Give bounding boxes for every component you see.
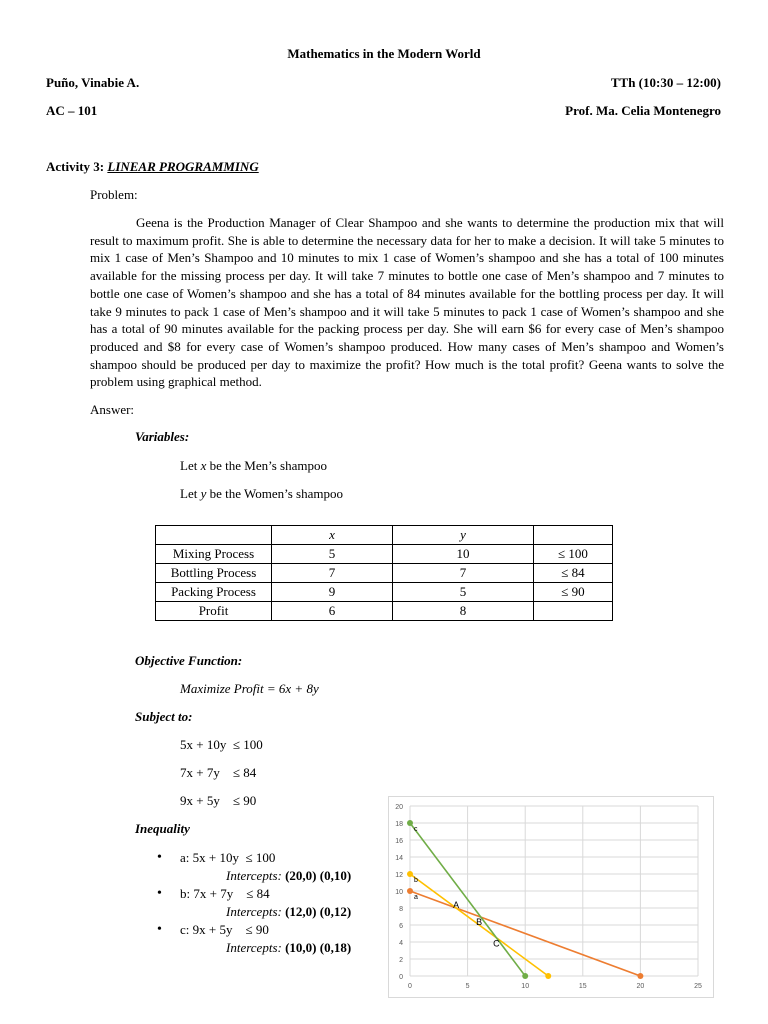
table-header-row	[156, 526, 613, 545]
table-cell	[534, 602, 613, 621]
table-cell: 6	[272, 602, 393, 621]
problem-text: Geena is the Production Manager of Clear Shampoo and she wants to determine the production mix that will result to maximum profit. She is able to determine the necessary data for her to make a decision. It will take 5 minutes to mix 1 case of Men’s Shampoo and 10 minutes to mix 1 case of Women’s shampoo and she has a total of 100 minutes available for the missing process per day. It will take 7 minutes to bottle one case of Men’s shampoo and 7 minutes to bottle one case of Women’s shampoo and she has a total of 84 minutes available for the bottling process per day. It will take 9 minutes to pack 1 case of Men’s shampoo and it will take 5 minutes to pack 1 case of Women’s shampoo and she has a total of 90 minutes available for the packing process per day. She will earn $6 for every case of Men’s shampoo produced and $8 for every case of Women’s shampoo produced. How many cases of Men’s shampoo and Women’s shampoo should be produced per day to maximize the profit? How much is the total profit? Geena wants to solve the problem using graphical method.	[90, 215, 724, 390]
variables-heading: Variables:	[135, 429, 190, 444]
intercepts-values: (10,0) (0,18)	[285, 940, 352, 955]
table-header-cell	[534, 526, 613, 545]
bullet-icon: •	[157, 886, 162, 901]
table-row	[156, 602, 613, 621]
table-cell: Mixing Process	[156, 545, 272, 564]
x-tick-label: 15	[578, 983, 587, 990]
table-cell: ≤ 90	[534, 583, 613, 602]
data-point	[407, 820, 413, 826]
intercepts-b	[226, 904, 351, 920]
table-header-cell: x	[272, 526, 393, 545]
y-tick-label: 20	[395, 804, 403, 811]
bullet-icon: •	[157, 850, 162, 865]
variable-y: y	[200, 486, 207, 501]
intercepts-values: (12,0) (0,12)	[285, 904, 352, 919]
section: AC – 101	[46, 103, 98, 118]
inequality-heading: Inequality	[135, 821, 190, 836]
series-label-c: c	[414, 826, 418, 833]
annotation-label: A	[453, 900, 460, 910]
table-cell: ≤ 84	[534, 564, 613, 583]
intercepts-a	[226, 868, 351, 884]
constraint-mixing: 5x + 10y ≤ 100	[180, 737, 263, 752]
table-cell: 9	[272, 583, 393, 602]
course-title: Mathematics in the Modern World	[287, 46, 481, 61]
x-tick-label: 5	[465, 983, 470, 990]
problem-label: Problem:	[90, 187, 138, 202]
table-row	[156, 545, 613, 564]
table-header-cell	[156, 526, 272, 545]
series-label-b: b	[414, 877, 418, 884]
constraint-packing: 9x + 5y ≤ 90	[180, 793, 257, 808]
x-tick-label: 25	[694, 983, 702, 990]
x-tick-label: 10	[521, 983, 530, 990]
constraint-graph	[388, 796, 714, 998]
inequality-b: b: 7x + 7y ≤ 84	[180, 886, 270, 901]
y-tick-label: 12	[395, 872, 403, 879]
table-cell: Bottling Process	[156, 564, 272, 583]
intercepts-label: Intercepts:	[226, 868, 282, 883]
table-cell: 5	[393, 583, 534, 602]
activity-heading	[46, 159, 259, 175]
data-point	[545, 973, 551, 979]
table-cell: ≤ 100	[534, 545, 613, 564]
table-row	[156, 564, 613, 583]
subject-to-heading: Subject to:	[135, 709, 193, 724]
intercepts-label: Intercepts:	[226, 904, 282, 919]
inequality-a: a: 5x + 10y ≤ 100	[180, 850, 276, 865]
data-point	[522, 973, 528, 979]
activity-title: LINEAR PROGRAMMING	[107, 159, 259, 174]
table-cell: 7	[393, 564, 534, 583]
constraints-table	[155, 525, 613, 621]
y-tick-label: 6	[399, 923, 403, 930]
y-tick-label: 2	[399, 957, 403, 964]
objective-heading: Objective Function:	[135, 653, 243, 668]
annotation-label: C	[493, 938, 500, 949]
variable-y-pre: Let	[180, 486, 201, 501]
variable-y-post: be the Women’s shampoo	[206, 486, 343, 501]
table-cell: 7	[272, 564, 393, 583]
objective-expression: Maximize Profit = 6x + 8y	[180, 681, 319, 696]
table-cell: 8	[393, 602, 534, 621]
y-tick-label: 14	[395, 855, 403, 862]
inequality-c: c: 9x + 5y ≤ 90	[180, 922, 269, 937]
y-tick-label: 4	[399, 940, 403, 947]
intercepts-label: Intercepts:	[226, 940, 282, 955]
table-cell: Profit	[156, 602, 272, 621]
variable-x: x	[200, 458, 207, 473]
table-header-cell: y	[393, 526, 534, 545]
x-tick-label: 20	[636, 983, 645, 990]
y-tick-label: 10	[395, 889, 403, 896]
chart-frame	[389, 797, 714, 998]
intercepts-c	[226, 940, 351, 956]
activity-prefix: Activity 3:	[46, 159, 108, 174]
table-cell: Packing Process	[156, 583, 272, 602]
intercepts-values: (20,0) (0,10)	[285, 868, 352, 883]
y-tick-label: 8	[399, 906, 403, 913]
variable-x-pre: Let	[180, 458, 201, 473]
answer-label: Answer:	[90, 402, 135, 417]
table-cell: 5	[272, 545, 393, 564]
variable-x-post: be the Men’s shampoo	[206, 458, 327, 473]
data-point	[407, 888, 413, 894]
annotation-label: B	[476, 917, 483, 927]
x-tick-label: 0	[408, 983, 412, 990]
y-tick-label: 16	[395, 838, 403, 845]
class-schedule: TTh (10:30 – 12:00)	[610, 75, 721, 90]
professor-name: Prof. Ma. Celia Montenegro	[565, 103, 721, 118]
constraint-bottling: 7x + 7y ≤ 84	[180, 765, 257, 780]
data-point	[407, 871, 413, 877]
data-point	[637, 973, 643, 979]
table-row	[156, 583, 613, 602]
student-name: Puño, Vinabie A.	[46, 75, 140, 90]
series-label-a: a	[414, 894, 418, 901]
variable-x-definition	[180, 458, 327, 474]
variable-y-definition	[180, 486, 343, 502]
bullet-icon: •	[157, 922, 162, 937]
y-tick-label: 18	[395, 821, 403, 828]
table-cell: 10	[393, 545, 534, 564]
y-tick-label: 0	[399, 974, 403, 981]
